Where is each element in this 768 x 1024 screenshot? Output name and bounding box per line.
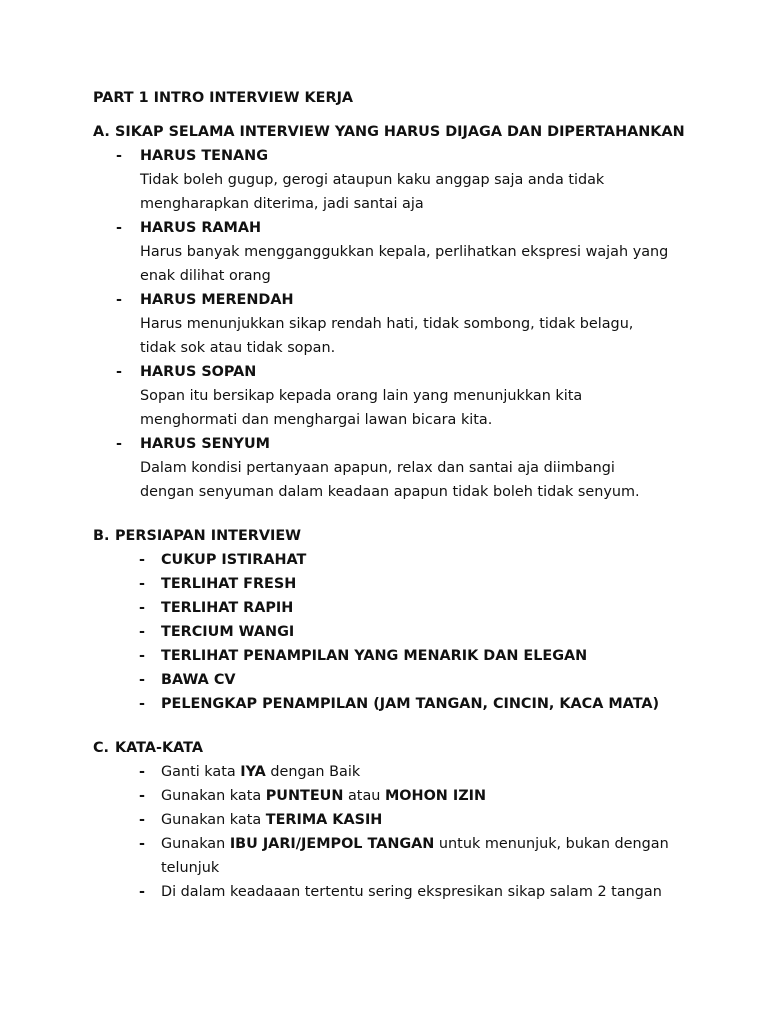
section-title: SIKAP SELAMA INTERVIEW YANG HARUS DIJAGA DAN DIPERTAHANKAN [115, 124, 685, 140]
document-title: PART 1 INTRO INTERVIEW KERJA [93, 90, 354, 106]
bullet-dash: - [116, 364, 122, 380]
item-description: Dalam kondisi pertanyaan apapun, relax dan santai aja diimbangi [140, 460, 615, 476]
bullet-dash: - [116, 220, 122, 236]
item-description: Sopan itu bersikap kepada orang lain yang menunjukkan kita [140, 388, 583, 404]
section-c [93, 736, 723, 904]
list-item [93, 784, 723, 808]
item-keyword: TERIMA KASIH [265, 812, 383, 828]
item-description: menghormati dan menghargai lawan bicara kita. [140, 412, 493, 428]
section-b [93, 524, 723, 716]
list-item [93, 808, 723, 832]
item-text: atau [343, 788, 385, 804]
item-text: telunjuk [161, 860, 220, 876]
item-description: dengan senyuman dalam keadaan apapun tidak boleh tidak senyum. [140, 484, 640, 500]
item-description: tidak sok atau tidak sopan. [140, 340, 336, 356]
list-item [93, 668, 723, 692]
bullet-dash: - [139, 600, 145, 616]
bullet-dash: - [139, 576, 145, 592]
section-a [93, 120, 723, 504]
bullet-dash: - [139, 812, 145, 828]
list-item [93, 360, 723, 432]
item-text: Gunakan kata [161, 788, 266, 804]
bullet-dash: - [139, 552, 145, 568]
item-label: HARUS SOPAN [140, 364, 257, 380]
item-label: TERLIHAT PENAMPILAN YANG MENARIK DAN ELEGAN [161, 648, 588, 664]
item-text: Gunakan [161, 836, 230, 852]
bullet-dash: - [116, 436, 122, 452]
item-keyword: PUNTEUN [265, 788, 344, 804]
list-item [93, 760, 723, 784]
document-page [93, 86, 723, 904]
list-item [93, 692, 723, 716]
list-item [93, 620, 723, 644]
bullet-dash: - [139, 788, 145, 804]
section-heading [93, 524, 723, 548]
item-text: Gunakan kata [161, 812, 266, 828]
list-item [93, 432, 723, 504]
item-label: CUKUP ISTIRAHAT [161, 552, 307, 568]
bullet-dash: - [139, 648, 145, 664]
bullet-dash: - [139, 672, 145, 688]
list-item [93, 644, 723, 668]
item-description: Harus banyak mengganggukkan kepala, perlihatkan ekspresi wajah yang [140, 244, 669, 260]
item-text: dengan Baik [265, 764, 361, 780]
item-label: TERLIHAT RAPIH [161, 600, 294, 616]
list-item [93, 832, 723, 880]
section-letter: C. [93, 740, 110, 756]
list-item [93, 880, 723, 904]
item-text: Ganti kata [161, 764, 241, 780]
bullet-dash: - [116, 148, 122, 164]
list-item [93, 596, 723, 620]
item-text: Di dalam keadaaan tertentu sering ekspresikan sikap salam 2 tangan [161, 884, 662, 900]
section-title: KATA-KATA [115, 740, 203, 756]
bullet-dash: - [139, 624, 145, 640]
list-item [93, 288, 723, 360]
item-label: PELENGKAP PENAMPILAN (JAM TANGAN, CINCIN, KACA MATA) [161, 696, 660, 712]
item-text: untuk menunjuk, bukan dengan [434, 836, 669, 852]
bullet-dash: - [116, 292, 122, 308]
item-label: HARUS MERENDAH [140, 292, 294, 308]
item-description: enak dilihat orang [140, 268, 271, 284]
item-keyword: IBU JARI/JEMPOL TANGAN [229, 836, 435, 852]
section-letter: A. [93, 124, 110, 140]
bullet-dash: - [139, 696, 145, 712]
item-keyword: MOHON IZIN [384, 788, 487, 804]
bullet-dash: - [139, 764, 145, 780]
list-item [93, 572, 723, 596]
item-description: mengharapkan diterima, jadi santai aja [140, 196, 424, 212]
bullet-dash: - [139, 884, 145, 900]
item-label: HARUS SENYUM [140, 436, 270, 452]
section-title: PERSIAPAN INTERVIEW [115, 528, 302, 544]
list-item [93, 216, 723, 288]
section-heading [93, 120, 723, 144]
list-item [93, 144, 723, 216]
item-keyword: IYA [240, 764, 266, 780]
item-label: HARUS TENANG [140, 148, 269, 164]
section-letter: B. [93, 528, 110, 544]
item-label: HARUS RAMAH [140, 220, 262, 236]
item-label: TERCIUM WANGI [161, 624, 295, 640]
list-item [93, 548, 723, 572]
bullet-dash: - [139, 836, 145, 852]
item-description: Harus menunjukkan sikap rendah hati, tidak sombong, tidak belagu, [140, 316, 634, 332]
item-description: Tidak boleh gugup, gerogi ataupun kaku anggap saja anda tidak [140, 172, 605, 188]
item-label: BAWA CV [161, 672, 236, 688]
item-label: TERLIHAT FRESH [161, 576, 297, 592]
section-heading [93, 736, 723, 760]
